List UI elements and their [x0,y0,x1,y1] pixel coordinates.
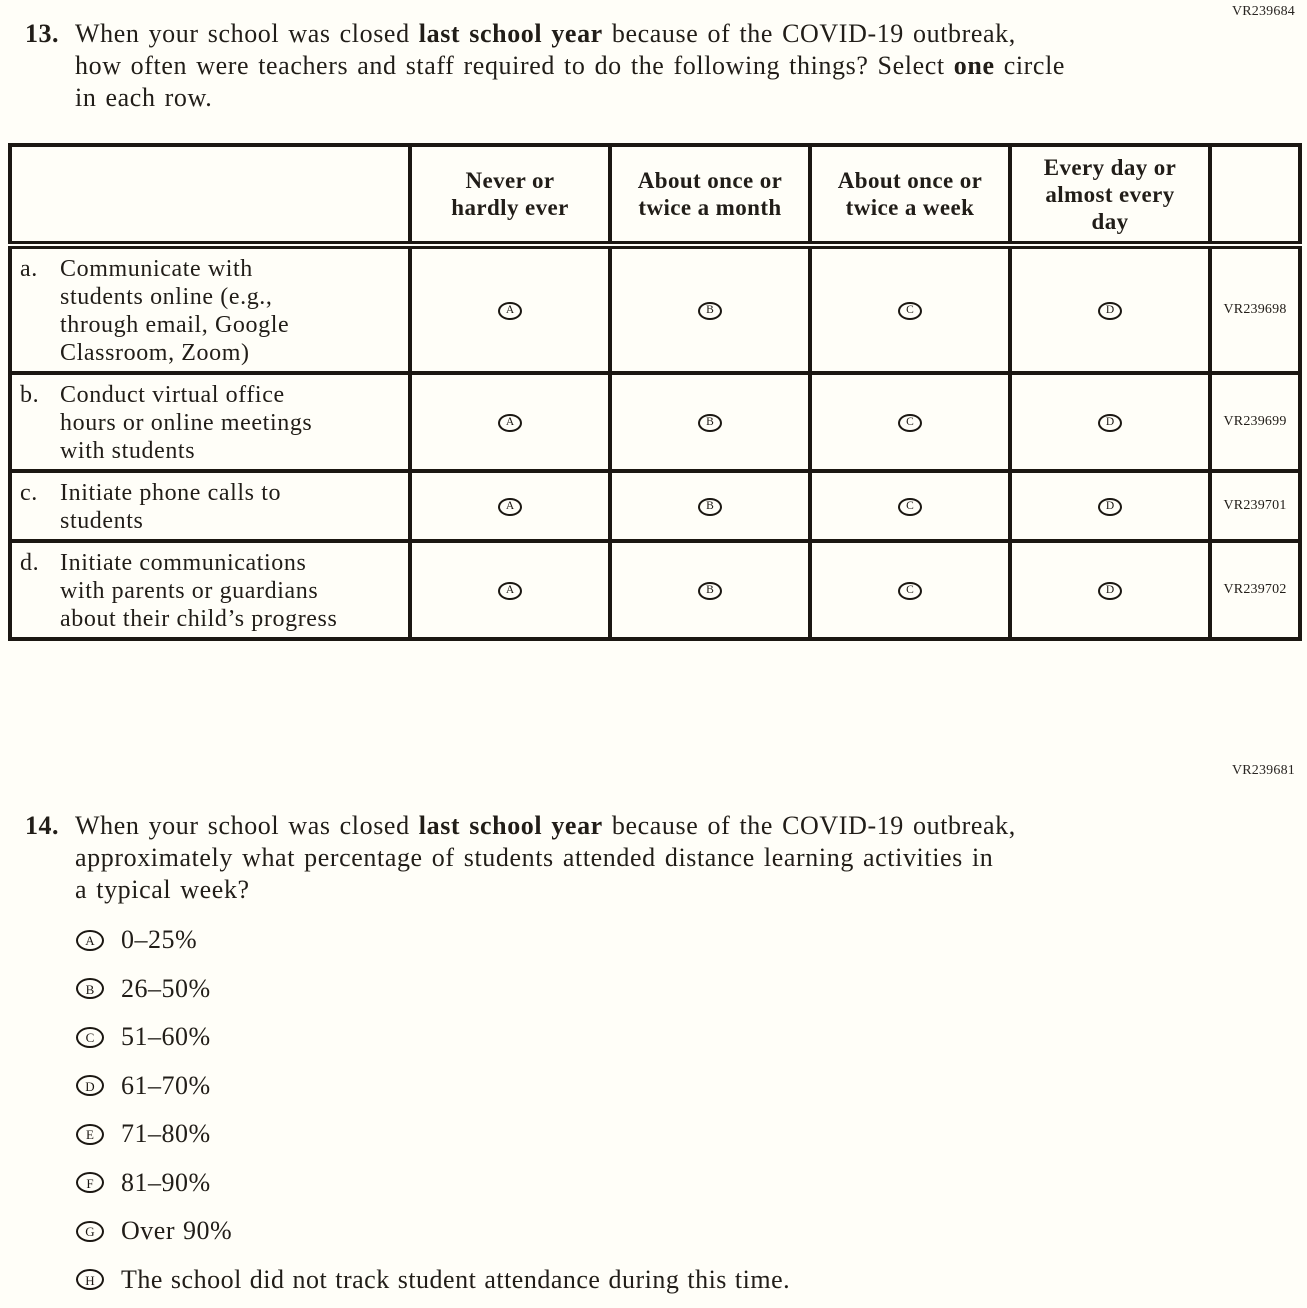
q13-row-d-item [10,541,410,639]
q13-row-b-bubble-C[interactable]: C [898,414,922,432]
q14-option-e-label: 71–80% [121,1119,211,1148]
q14-option-a-bubble[interactable]: A [76,930,104,951]
table-row-a [10,245,1300,373]
q13-row-b-cell-month [610,373,810,471]
row-a-letter: a. [20,256,38,282]
q14-option-g [76,1217,790,1245]
q13-response-matrix [8,143,1302,641]
q14-option-b-label: 26–50% [121,973,211,1003]
q13-row-a-cell-everyday [1010,245,1210,373]
q14-option-f-bubble[interactable]: F [76,1172,104,1193]
q13-row-d-cell-month [610,541,810,639]
q13-row-c-cell-month [610,471,810,541]
q13-row-b-cell-week [810,373,1010,471]
q14-option-h [76,1266,790,1294]
q13-row-b-cell-never [410,373,610,471]
row-d-text: Initiate communications with parents or guardians about their child’s progress [60,550,338,632]
q13-row-d-bubble-D[interactable]: D [1098,582,1122,600]
q13-row-a-bubble-D[interactable]: D [1098,302,1122,320]
q14-option-g-label: Over 90% [121,1216,233,1245]
q14-option-c [76,1023,790,1051]
q13-row-d-vr-code: VR239702 [1210,541,1300,639]
q13-row-d-cell-week [810,541,1010,639]
page-code-top: VR239684 [1231,4,1295,19]
q13-row-a-bubble-A[interactable]: A [498,302,522,320]
row-c-text: Initiate phone calls to students [60,480,282,534]
column-header-about-once-or-twice-a-week: About once or twice a week [810,145,1010,245]
q13-row-a-cell-week [810,245,1010,373]
q14-option-b-bubble[interactable]: B [76,978,104,999]
q14-option-h-label: The school did not track student attendance during this time. [121,1264,791,1294]
q13-row-a-cell-month [610,245,810,373]
q14-option-g-bubble[interactable]: G [76,1221,104,1242]
column-header-every-day-or-almost-every-day: Every day or almost every day [1010,145,1210,245]
q14-options-list [76,926,790,1308]
row-b-letter: b. [20,382,40,408]
table-row-c [10,471,1300,541]
q14-option-e-bubble[interactable]: E [76,1124,104,1145]
q14-option-d-label: 61–70% [121,1070,211,1100]
q14-option-d-bubble[interactable]: D [76,1075,104,1096]
q13-row-d-cell-never [410,541,610,639]
question-14-text [75,810,1016,906]
q13-row-b-bubble-A[interactable]: A [498,414,522,432]
q13-row-c-bubble-A[interactable]: A [498,498,522,516]
q13-row-a-cell-never [410,245,610,373]
question-14 [25,810,1016,906]
question-14-line-3: a typical week? [75,875,250,904]
q13-row-c-cell-everyday [1010,471,1210,541]
header-row [10,145,1300,245]
q13-row-c-bubble-D[interactable]: D [1098,498,1122,516]
q14-option-c-label: 51–60% [121,1022,211,1051]
question-13-text [75,18,1065,114]
q14-option-d [76,1072,790,1100]
question-14-line-2: approximately what percentage of students attended distance learning activities in [75,843,994,872]
vr-column-header-empty [1210,145,1300,245]
column-header-never-or-hardly-ever: Never or hardly ever [410,145,610,245]
q13-row-a-item [10,245,410,373]
q13-row-b-bubble-B[interactable]: B [698,414,722,432]
q13-row-d-bubble-C[interactable]: C [898,582,922,600]
question-13 [25,18,1065,114]
q14-option-e [76,1120,790,1148]
row-a-text: Communicate with students online (e.g., through email, Google Classroom, Zoom) [60,256,290,366]
q13-row-b-item [10,373,410,471]
q13-row-d-cell-everyday [1010,541,1210,639]
q13-row-c-cell-week [810,471,1010,541]
q13-row-c-vr-code: VR239701 [1210,471,1300,541]
q14-option-f [76,1169,790,1197]
table-row-d [10,541,1300,639]
question-13-line-3: in each row. [75,83,213,112]
item-column-header-empty [10,145,410,245]
table-row-b [10,373,1300,471]
q13-row-b-bubble-D[interactable]: D [1098,414,1122,432]
q14-option-h-bubble[interactable]: H [76,1269,104,1290]
q14-option-c-bubble[interactable]: C [76,1027,104,1048]
question-13-number: 13. [25,19,59,48]
q13-row-d-bubble-B[interactable]: B [698,582,722,600]
column-header-about-once-or-twice-a-month: About once or twice a month [610,145,810,245]
q14-option-a-label: 0–25% [121,925,198,954]
row-d-letter: d. [20,550,40,576]
q13-row-d-bubble-A[interactable]: A [498,582,522,600]
page-code-middle: VR239681 [1231,763,1295,778]
row-c-letter: c. [20,480,38,506]
q13-row-c-item [10,471,410,541]
q13-row-a-bubble-C[interactable]: C [898,302,922,320]
q13-row-a-bubble-B[interactable]: B [698,302,722,320]
question-14-number: 14. [25,811,59,840]
question-13-line-1: When your school was closed last school year because of the COVID-19 outbreak, [75,19,1016,48]
question-14-line-1: When your school was closed last school year because of the COVID-19 outbreak, [75,811,1016,840]
q13-row-b-cell-everyday [1010,373,1210,471]
q13-row-b-vr-code: VR239699 [1210,373,1300,471]
q13-row-c-bubble-B[interactable]: B [698,498,722,516]
q14-option-b [76,975,790,1003]
question-13-line-2: how often were teachers and staff required to do the following things? Select one circle [75,51,1066,80]
q13-row-c-bubble-C[interactable]: C [898,498,922,516]
q14-option-f-label: 81–90% [121,1167,211,1197]
q13-row-a-vr-code: VR239698 [1210,245,1300,373]
q13-row-c-cell-never [410,471,610,541]
q14-option-a [76,926,790,954]
row-b-text: Conduct virtual office hours or online meetings with students [60,382,313,464]
